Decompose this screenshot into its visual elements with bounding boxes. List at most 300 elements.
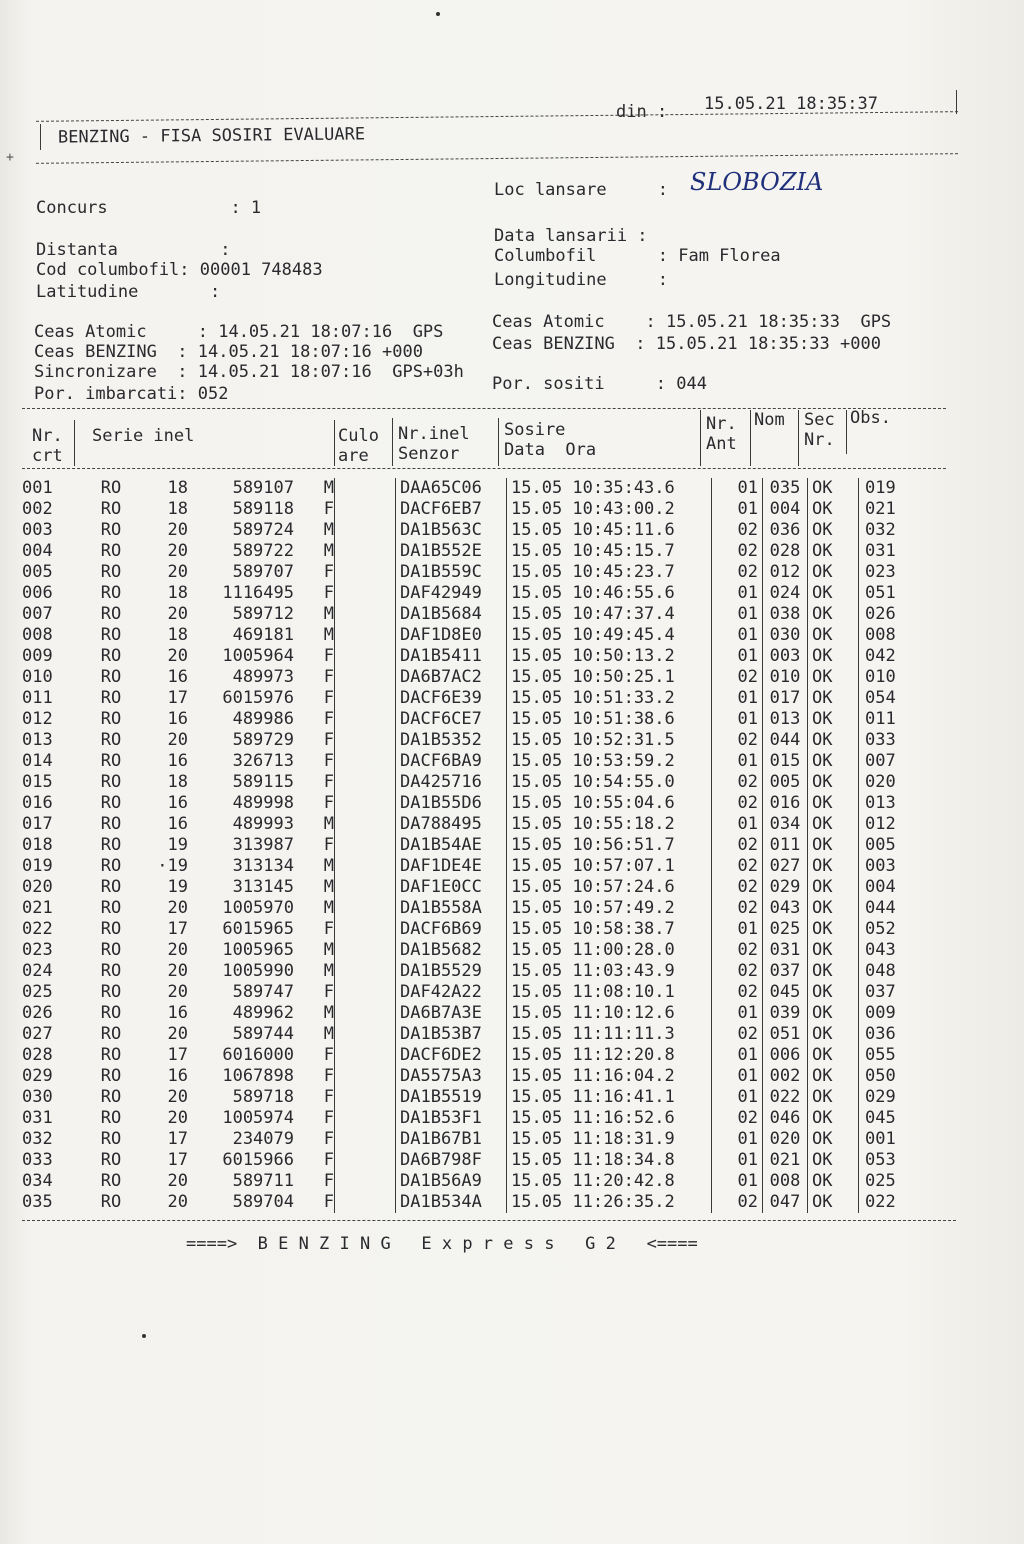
obs-value: 043 — [859, 940, 926, 961]
ring-year: 20 — [167, 1192, 188, 1212]
row-number: 013 — [22, 730, 53, 750]
sex: M — [323, 898, 334, 918]
sensor-id: DA1B5529 — [396, 961, 507, 982]
obs-value: 025 — [859, 1171, 926, 1192]
row-number: 004 — [22, 541, 53, 561]
arrival-time: 15.05 10:46:55.6 — [507, 583, 712, 604]
table-bottom-rule — [22, 1220, 956, 1221]
row-number: 005 — [22, 562, 53, 582]
arrival-time: 15.05 10:51:38.6 — [507, 709, 712, 730]
sec-status: OK — [808, 1066, 859, 1087]
antenna-nr: 01 — [712, 709, 763, 730]
row-number: 033 — [22, 1150, 53, 1170]
color — [335, 562, 396, 583]
color — [335, 604, 396, 625]
row-number: 018 — [22, 835, 53, 855]
sensor-id: DA1B559C — [396, 562, 507, 583]
ring-country: RO — [100, 499, 122, 519]
sex: F — [323, 772, 334, 792]
obs-value: 022 — [859, 1192, 926, 1213]
color — [335, 877, 396, 898]
table-row — [22, 1192, 925, 1213]
col-divider — [74, 420, 75, 466]
arrival-time: 15.05 11:16:04.2 — [507, 1066, 712, 1087]
sex: M — [323, 1024, 334, 1044]
sensor-id: DA1B552E — [396, 541, 507, 562]
obs-value: 005 — [859, 835, 926, 856]
sensor-id: DA1B53B7 — [396, 1024, 507, 1045]
nominal-nr: 031 — [763, 940, 808, 961]
row-number: 001 — [22, 478, 53, 498]
sex: F — [323, 1045, 334, 1065]
ring-country: RO — [100, 1150, 122, 1170]
sex: F — [323, 1192, 334, 1212]
loc-lansare-line: Loc lansare : — [494, 180, 668, 200]
sex: M — [323, 604, 334, 624]
sex: F — [323, 919, 334, 939]
sex: F — [323, 646, 334, 666]
row-number: 016 — [22, 793, 53, 813]
table-row — [22, 940, 925, 961]
sex: M — [323, 877, 334, 897]
arrival-time: 15.05 10:57:07.1 — [507, 856, 712, 877]
sensor-id: DAA65C06 — [396, 478, 507, 499]
row-number: 028 — [22, 1045, 53, 1065]
color — [335, 625, 396, 646]
antenna-nr: 02 — [712, 541, 763, 562]
antenna-nr: 01 — [712, 1003, 763, 1024]
color — [335, 814, 396, 835]
col-divider — [334, 420, 335, 466]
ring-country: RO — [100, 919, 122, 939]
ring-country: RO — [100, 814, 122, 834]
ring-country: RO — [100, 604, 122, 624]
sensor-id: DA1B53F1 — [396, 1108, 507, 1129]
ring-number: 6015976 — [222, 688, 294, 708]
sensor-id: DA1B5411 — [396, 646, 507, 667]
row-number: 026 — [22, 1003, 53, 1023]
table-row — [22, 814, 925, 835]
antenna-nr: 01 — [712, 751, 763, 772]
sensor-id: DA1B54AE — [396, 835, 507, 856]
sec-status: OK — [808, 1108, 859, 1129]
table-row — [22, 667, 925, 688]
sex: F — [323, 709, 334, 729]
col-header-senzor: Nr.inel Senzor — [398, 424, 470, 464]
row-number: 002 — [22, 499, 53, 519]
table-row — [22, 1066, 925, 1087]
sensor-id: DAF1D8E0 — [396, 625, 507, 646]
ring-country: RO — [100, 793, 122, 813]
antenna-nr: 02 — [712, 898, 763, 919]
sec-status: OK — [808, 499, 859, 520]
arrival-time: 15.05 11:00:28.0 — [507, 940, 712, 961]
sensor-id: DA1B5352 — [396, 730, 507, 751]
col-divider — [498, 418, 499, 466]
sec-status: OK — [808, 1171, 859, 1192]
table-row — [22, 793, 925, 814]
ring-year: 16 — [167, 709, 188, 729]
antenna-nr: 02 — [712, 982, 763, 1003]
sec-status: OK — [808, 1024, 859, 1045]
antenna-nr: 01 — [712, 604, 763, 625]
ring-year: 18 — [167, 478, 188, 498]
row-number: 035 — [22, 1192, 53, 1212]
sec-status: OK — [808, 1087, 859, 1108]
ring-year: 20 — [167, 961, 188, 981]
ring-country: RO — [100, 1045, 122, 1065]
col-divider — [750, 410, 751, 466]
ring-country: RO — [100, 1003, 122, 1023]
sec-status: OK — [808, 562, 859, 583]
arrival-time: 15.05 10:55:18.2 — [507, 814, 712, 835]
ring-country: RO — [100, 583, 122, 603]
sensor-id: DA1B563C — [396, 520, 507, 541]
sex: F — [323, 1129, 334, 1149]
row-number: 015 — [22, 772, 53, 792]
nominal-nr: 027 — [763, 856, 808, 877]
color — [335, 1171, 396, 1192]
sex: F — [323, 835, 334, 855]
header-right-border — [956, 90, 957, 114]
row-number: 009 — [22, 646, 53, 666]
color — [335, 1129, 396, 1150]
nominal-nr: 021 — [763, 1150, 808, 1171]
ring-country: RO — [100, 982, 122, 1002]
row-number: 031 — [22, 1108, 53, 1128]
color — [335, 646, 396, 667]
sensor-id: DACF6B69 — [396, 919, 507, 940]
table-row — [22, 478, 925, 499]
table-row — [22, 898, 925, 919]
col-header-nr-crt: Nr. crt — [32, 426, 63, 466]
table-row — [22, 835, 925, 856]
ring-number: 589724 — [232, 520, 294, 540]
arrival-time: 15.05 10:47:37.4 — [507, 604, 712, 625]
longitudine-line: Longitudine : — [494, 270, 668, 290]
sec-status: OK — [808, 856, 859, 877]
antenna-nr: 02 — [712, 772, 763, 793]
ring-number: 489998 — [232, 793, 294, 813]
color — [335, 1045, 396, 1066]
sensor-id: DA1B55D6 — [396, 793, 507, 814]
print-speck — [142, 1334, 146, 1338]
table-row — [22, 1150, 925, 1171]
ring-number: 313987 — [232, 835, 294, 855]
antenna-nr: 01 — [712, 688, 763, 709]
col-header-obs: Obs. — [850, 408, 891, 428]
sincronizare-line: Sincronizare : 14.05.21 18:07:16 GPS+03h — [34, 362, 464, 382]
row-number: 011 — [22, 688, 53, 708]
obs-value: 026 — [859, 604, 926, 625]
row-number: 021 — [22, 898, 53, 918]
ring-number: 589115 — [232, 772, 294, 792]
color — [335, 730, 396, 751]
table-row — [22, 709, 925, 730]
antenna-nr: 01 — [712, 1129, 763, 1150]
arrival-time: 15.05 10:35:43.6 — [507, 478, 712, 499]
ring-number: 589712 — [232, 604, 294, 624]
antenna-nr: 02 — [712, 1024, 763, 1045]
table-row — [22, 1024, 925, 1045]
antenna-nr: 02 — [712, 835, 763, 856]
color — [335, 793, 396, 814]
ring-number: 589744 — [232, 1024, 294, 1044]
sec-status: OK — [808, 1150, 859, 1171]
ring-number: 6015965 — [222, 919, 294, 939]
col-divider — [846, 410, 847, 454]
obs-value: 036 — [859, 1024, 926, 1045]
ring-year: 18 — [167, 772, 188, 792]
color — [335, 1003, 396, 1024]
table-header-bottom-rule — [22, 468, 946, 469]
ring-year: 16 — [167, 1003, 188, 1023]
antenna-nr: 01 — [712, 499, 763, 520]
sec-status: OK — [808, 730, 859, 751]
ring-year: 17 — [167, 688, 188, 708]
color — [335, 961, 396, 982]
ring-country: RO — [100, 1087, 122, 1107]
ring-year: 20 — [167, 1087, 188, 1107]
nominal-nr: 015 — [763, 751, 808, 772]
table-row — [22, 604, 925, 625]
sensor-id: DA425716 — [396, 772, 507, 793]
color — [335, 520, 396, 541]
sensor-id: DA6B7AC2 — [396, 667, 507, 688]
row-number: 025 — [22, 982, 53, 1002]
table-row — [22, 1171, 925, 1192]
ring-country: RO — [100, 835, 122, 855]
row-number: 007 — [22, 604, 53, 624]
obs-value: 051 — [859, 583, 926, 604]
obs-value: 050 — [859, 1066, 926, 1087]
antenna-nr: 01 — [712, 1171, 763, 1192]
nominal-nr: 006 — [763, 1045, 808, 1066]
ring-country: RO — [100, 730, 122, 750]
sec-status: OK — [808, 814, 859, 835]
obs-value: 001 — [859, 1129, 926, 1150]
sex: F — [323, 499, 334, 519]
sex: F — [323, 1087, 334, 1107]
obs-value: 053 — [859, 1150, 926, 1171]
ring-year: 16 — [167, 1066, 188, 1086]
ring-number: 589704 — [232, 1192, 294, 1212]
antenna-nr: 02 — [712, 940, 763, 961]
col-divider — [392, 418, 393, 466]
nominal-nr: 005 — [763, 772, 808, 793]
color — [335, 499, 396, 520]
ring-country: RO — [100, 751, 122, 771]
arrival-time: 15.05 10:45:11.6 — [507, 520, 712, 541]
nominal-nr: 046 — [763, 1108, 808, 1129]
sex: M — [323, 541, 334, 561]
ring-number: 589707 — [232, 562, 294, 582]
arrival-time: 15.05 11:18:31.9 — [507, 1129, 712, 1150]
sex: M — [323, 814, 334, 834]
antenna-nr: 01 — [712, 1150, 763, 1171]
obs-value: 023 — [859, 562, 926, 583]
obs-value: 029 — [859, 1087, 926, 1108]
ring-country: RO — [100, 625, 122, 645]
ring-country: RO — [100, 541, 122, 561]
ring-year: 20 — [167, 520, 188, 540]
footer-banner: ====> B E N Z I N G E x p r e s s G 2 <==== — [186, 1234, 698, 1254]
ring-number: 1005964 — [222, 646, 294, 666]
color — [335, 898, 396, 919]
antenna-nr: 02 — [712, 877, 763, 898]
nominal-nr: 034 — [763, 814, 808, 835]
nominal-nr: 008 — [763, 1171, 808, 1192]
ring-year: 18 — [167, 499, 188, 519]
ring-year: 20 — [167, 898, 188, 918]
sec-status: OK — [808, 667, 859, 688]
nominal-nr: 003 — [763, 646, 808, 667]
sec-status: OK — [808, 751, 859, 772]
color — [335, 667, 396, 688]
table-row — [22, 520, 925, 541]
table-row — [22, 856, 925, 877]
arrival-time: 15.05 10:57:49.2 — [507, 898, 712, 919]
header-bottom-rule — [36, 153, 958, 164]
col-header-sosire: Sosire Data Ora — [504, 420, 597, 460]
ring-number: 489962 — [232, 1003, 294, 1023]
row-number: 010 — [22, 667, 53, 687]
sex: F — [323, 751, 334, 771]
sensor-id: DA1B5684 — [396, 604, 507, 625]
nominal-nr: 028 — [763, 541, 808, 562]
obs-value: 044 — [859, 898, 926, 919]
sensor-id: DA1B534A — [396, 1192, 507, 1213]
ring-year: 16 — [167, 667, 188, 687]
row-number: 022 — [22, 919, 53, 939]
arrival-time: 15.05 11:20:42.8 — [507, 1171, 712, 1192]
arrival-time: 15.05 10:55:04.6 — [507, 793, 712, 814]
arrival-time: 15.05 11:16:52.6 — [507, 1108, 712, 1129]
ring-year: 19 — [167, 835, 188, 855]
obs-value: 007 — [859, 751, 926, 772]
sec-status: OK — [808, 982, 859, 1003]
table-row — [22, 772, 925, 793]
sensor-id: DA788495 — [396, 814, 507, 835]
sex: F — [323, 730, 334, 750]
table-row — [22, 499, 925, 520]
table-row — [22, 877, 925, 898]
arrival-time: 15.05 10:45:23.7 — [507, 562, 712, 583]
antenna-nr: 02 — [712, 793, 763, 814]
columbofil-line: Columbofil : Fam Florea — [494, 246, 781, 266]
ring-country: RO — [100, 1192, 122, 1212]
color — [335, 982, 396, 1003]
ring-number: 6015966 — [222, 1150, 294, 1170]
ring-number: 589718 — [232, 1087, 294, 1107]
obs-value: 010 — [859, 667, 926, 688]
nominal-nr: 037 — [763, 961, 808, 982]
obs-value: 054 — [859, 688, 926, 709]
nominal-nr: 045 — [763, 982, 808, 1003]
sec-status: OK — [808, 1129, 859, 1150]
sensor-id: DA1B5682 — [396, 940, 507, 961]
antenna-nr: 02 — [712, 730, 763, 751]
table-row — [22, 1045, 925, 1066]
ring-year: 20 — [167, 562, 188, 582]
arrival-time: 15.05 11:16:41.1 — [507, 1087, 712, 1108]
nominal-nr: 002 — [763, 1066, 808, 1087]
ring-year: 18 — [167, 583, 188, 603]
sec-status: OK — [808, 583, 859, 604]
sec-status: OK — [808, 709, 859, 730]
sensor-id: DACF6CE7 — [396, 709, 507, 730]
row-number: 032 — [22, 1129, 53, 1149]
ring-country: RO — [100, 940, 122, 960]
ring-number: 469181 — [232, 625, 294, 645]
table-row — [22, 562, 925, 583]
table-header-top-rule — [22, 408, 946, 409]
arrival-time: 15.05 10:54:55.0 — [507, 772, 712, 793]
sec-status: OK — [808, 793, 859, 814]
row-number: 024 — [22, 961, 53, 981]
color — [335, 541, 396, 562]
color — [335, 1024, 396, 1045]
obs-value: 011 — [859, 709, 926, 730]
data-lansarii-line: Data lansarii : — [494, 226, 648, 246]
ring-year: 16 — [167, 751, 188, 771]
arrival-time: 15.05 11:12:20.8 — [507, 1045, 712, 1066]
sex: M — [323, 625, 334, 645]
ring-number: 1067898 — [222, 1066, 294, 1086]
sec-status: OK — [808, 541, 859, 562]
ring-country: RO — [100, 646, 122, 666]
antenna-nr: 02 — [712, 961, 763, 982]
table-row — [22, 1108, 925, 1129]
obs-value: 052 — [859, 919, 926, 940]
ring-number: 1116495 — [222, 583, 294, 603]
ring-year: 20 — [167, 646, 188, 666]
sec-status: OK — [808, 646, 859, 667]
ring-country: RO — [100, 688, 122, 708]
nominal-nr: 036 — [763, 520, 808, 541]
sex: F — [323, 1066, 334, 1086]
ring-country: RO — [100, 898, 122, 918]
obs-value: 012 — [859, 814, 926, 835]
arrival-time: 15.05 10:58:38.7 — [507, 919, 712, 940]
color — [335, 940, 396, 961]
color — [335, 1150, 396, 1171]
ring-number: 589118 — [232, 499, 294, 519]
nominal-nr: 029 — [763, 877, 808, 898]
antenna-nr: 02 — [712, 1192, 763, 1213]
ring-year: 20 — [167, 604, 188, 624]
row-number: 017 — [22, 814, 53, 834]
sex: F — [323, 583, 334, 603]
nominal-nr: 039 — [763, 1003, 808, 1024]
ring-country: RO — [100, 772, 122, 792]
ring-number: 326713 — [232, 751, 294, 771]
ring-number: 589729 — [232, 730, 294, 750]
nominal-nr: 047 — [763, 1192, 808, 1213]
table-row — [22, 961, 925, 982]
col-header-culoare: Culo are — [338, 426, 379, 466]
obs-value: 037 — [859, 982, 926, 1003]
obs-value: 008 — [859, 625, 926, 646]
ring-number: 589747 — [232, 982, 294, 1002]
color — [335, 751, 396, 772]
row-number: 008 — [22, 625, 53, 645]
nominal-nr: 020 — [763, 1129, 808, 1150]
ring-number: 234079 — [232, 1129, 294, 1149]
table-row — [22, 646, 925, 667]
antenna-nr: 01 — [712, 814, 763, 835]
nominal-nr: 010 — [763, 667, 808, 688]
